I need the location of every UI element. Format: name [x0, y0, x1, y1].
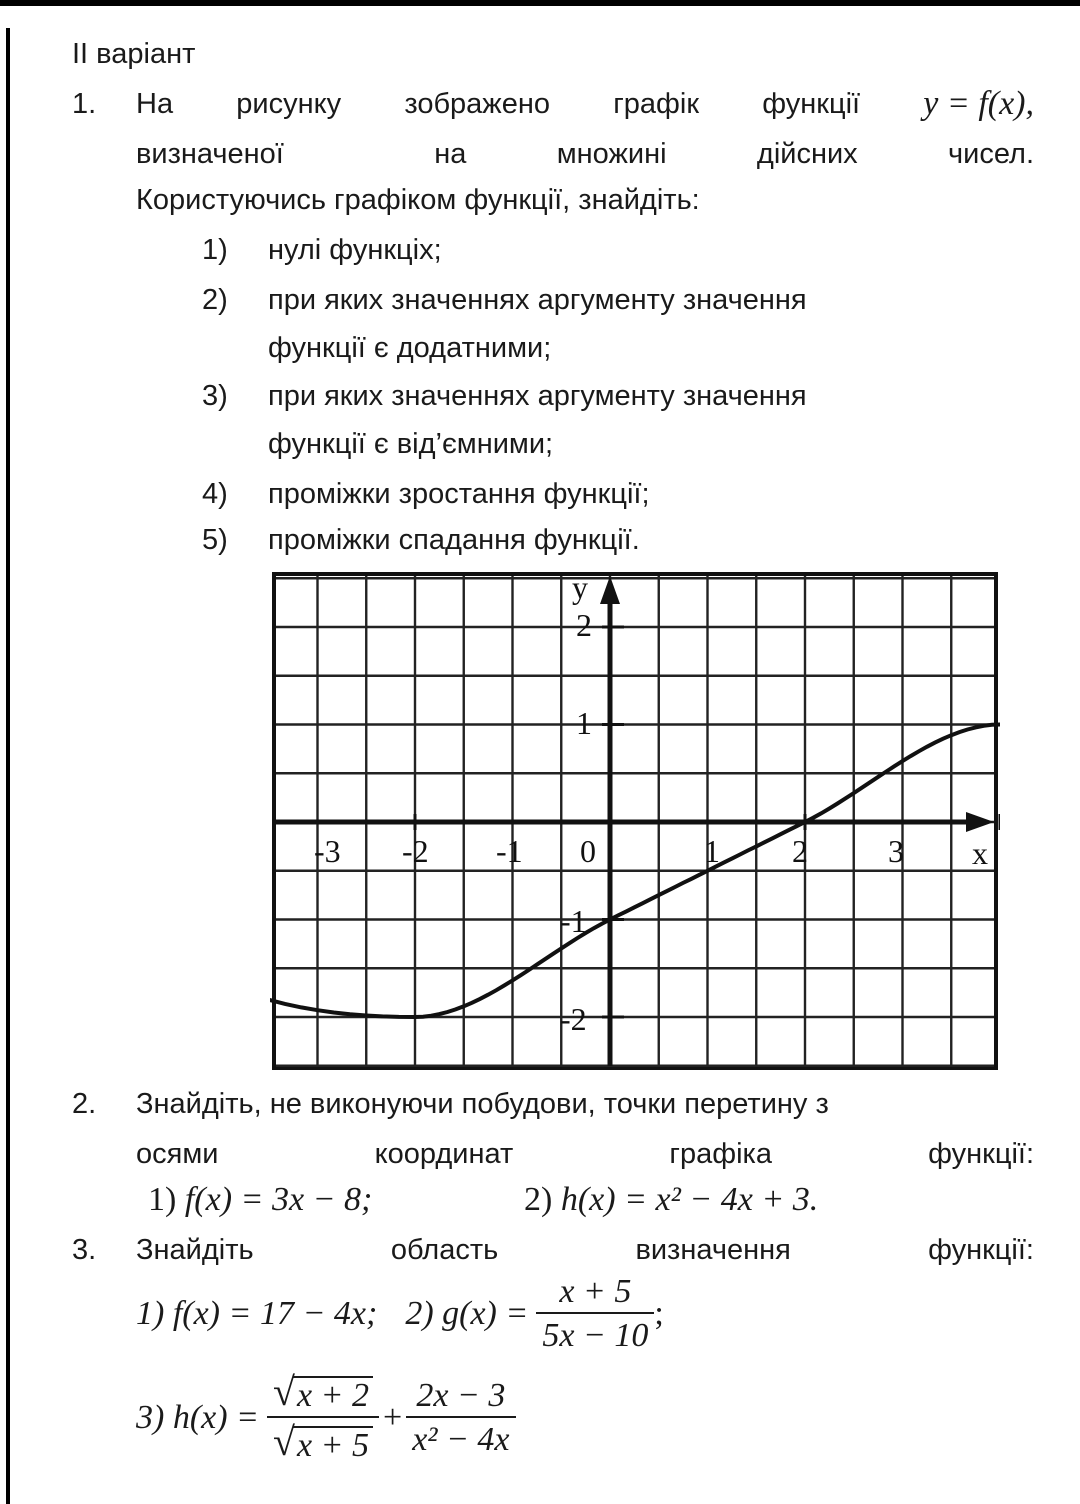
numerator: x + 5	[559, 1273, 632, 1310]
formula: f(x) = 3x − 8;	[184, 1181, 373, 1218]
task3-formula-3	[136, 1369, 516, 1464]
task1-line3: Користуючись графіком функції, знайдіть:	[136, 184, 700, 216]
item-text: нулі функціх;	[268, 234, 442, 266]
task3-line1	[136, 1232, 1034, 1268]
item-number: 1)	[202, 234, 228, 266]
item-text: при яких значеннях аргументу значення	[268, 380, 807, 412]
item-text-continued: функції є додатними;	[268, 332, 552, 364]
formula-label: 2)	[524, 1181, 553, 1218]
x-tick-label: -1	[496, 833, 523, 869]
sqrt-icon: √ x + 2	[273, 1372, 373, 1414]
word: функції	[762, 88, 861, 120]
item-number: 4)	[202, 478, 228, 510]
semicolon: ;	[654, 1295, 664, 1332]
fraction	[267, 1369, 379, 1464]
function-graph	[270, 568, 1000, 1072]
denominator: x² − 4x	[406, 1416, 515, 1458]
task1-number: 1.	[72, 88, 97, 120]
function-notation: y = f(x),	[923, 85, 1034, 122]
task3-number: 3.	[72, 1234, 97, 1266]
y-axis-label: y	[572, 569, 588, 605]
word: осями	[136, 1138, 219, 1170]
radicand: x + 5	[293, 1426, 373, 1464]
word: координат	[374, 1138, 514, 1170]
fraction	[536, 1274, 654, 1354]
y-tick-label: -1	[560, 903, 587, 939]
x-tick-label: 2	[792, 833, 808, 869]
word: графік	[613, 88, 700, 120]
item-text: проміжки спадання функції.	[268, 524, 640, 556]
formula: 2) g(x) =	[405, 1295, 529, 1332]
item-text: проміжки зростання функції;	[268, 478, 650, 510]
task2-line2	[136, 1136, 1034, 1172]
formula: h(x) = x² − 4x + 3.	[560, 1181, 819, 1218]
word: область	[390, 1234, 499, 1266]
task2-formula-1	[148, 1182, 372, 1218]
item-text-continued: функції є від’ємними;	[268, 428, 554, 460]
word: На	[136, 88, 174, 120]
task1-line2	[136, 136, 1034, 172]
task2-line1: Знайдіть, не виконуючи побудови, точки перетину з	[136, 1088, 829, 1120]
word: рисунку	[236, 88, 342, 120]
word: функції:	[928, 1138, 1034, 1170]
task2-formula-2	[524, 1182, 818, 1218]
denominator: 5x − 10	[536, 1312, 654, 1354]
word: на	[434, 138, 467, 170]
numerator: 2x − 3	[416, 1377, 506, 1414]
denominator	[267, 1416, 379, 1464]
word: Знайдіть	[136, 1234, 254, 1266]
word: визначення	[635, 1234, 791, 1266]
y-tick-label: -2	[560, 1001, 587, 1037]
variant-title: ІІ варіант	[72, 38, 196, 70]
x-axis-label: x	[972, 835, 988, 871]
word: графіка	[669, 1138, 772, 1170]
task2-number: 2.	[72, 1088, 97, 1120]
plus-sign: +	[383, 1399, 403, 1436]
word: чисел.	[948, 138, 1034, 170]
task3-formulas-row	[136, 1274, 664, 1354]
item-text: при яких значеннях аргументу значення	[268, 284, 807, 316]
item-number: 2)	[202, 284, 228, 316]
y-tick-label: 1	[576, 705, 592, 741]
fraction	[406, 1378, 515, 1458]
task1-line1	[136, 86, 1034, 122]
x-tick-label: 0	[580, 833, 596, 869]
formula: 3) h(x) =	[136, 1399, 260, 1436]
top-border	[0, 0, 1080, 6]
formula: 1) f(x) = 17 − 4x;	[136, 1295, 378, 1332]
word: визначеної	[136, 138, 284, 170]
x-tick-label: 3	[888, 833, 904, 869]
x-tick-label: -2	[402, 833, 429, 869]
word: функції:	[928, 1234, 1034, 1266]
x-tick-label: 1	[704, 833, 720, 869]
y-tick-label: 2	[576, 607, 592, 643]
word: дійсних	[756, 138, 858, 170]
radicand: x + 2	[293, 1376, 373, 1414]
numerator	[267, 1369, 379, 1416]
word: множині	[556, 138, 667, 170]
sqrt-icon: √ x + 5	[273, 1422, 373, 1464]
item-number: 5)	[202, 524, 228, 556]
word: зображено	[404, 88, 550, 120]
left-border	[6, 28, 10, 1504]
formula-label: 1)	[148, 1181, 177, 1218]
x-tick-label: -3	[314, 833, 341, 869]
item-number: 3)	[202, 380, 228, 412]
